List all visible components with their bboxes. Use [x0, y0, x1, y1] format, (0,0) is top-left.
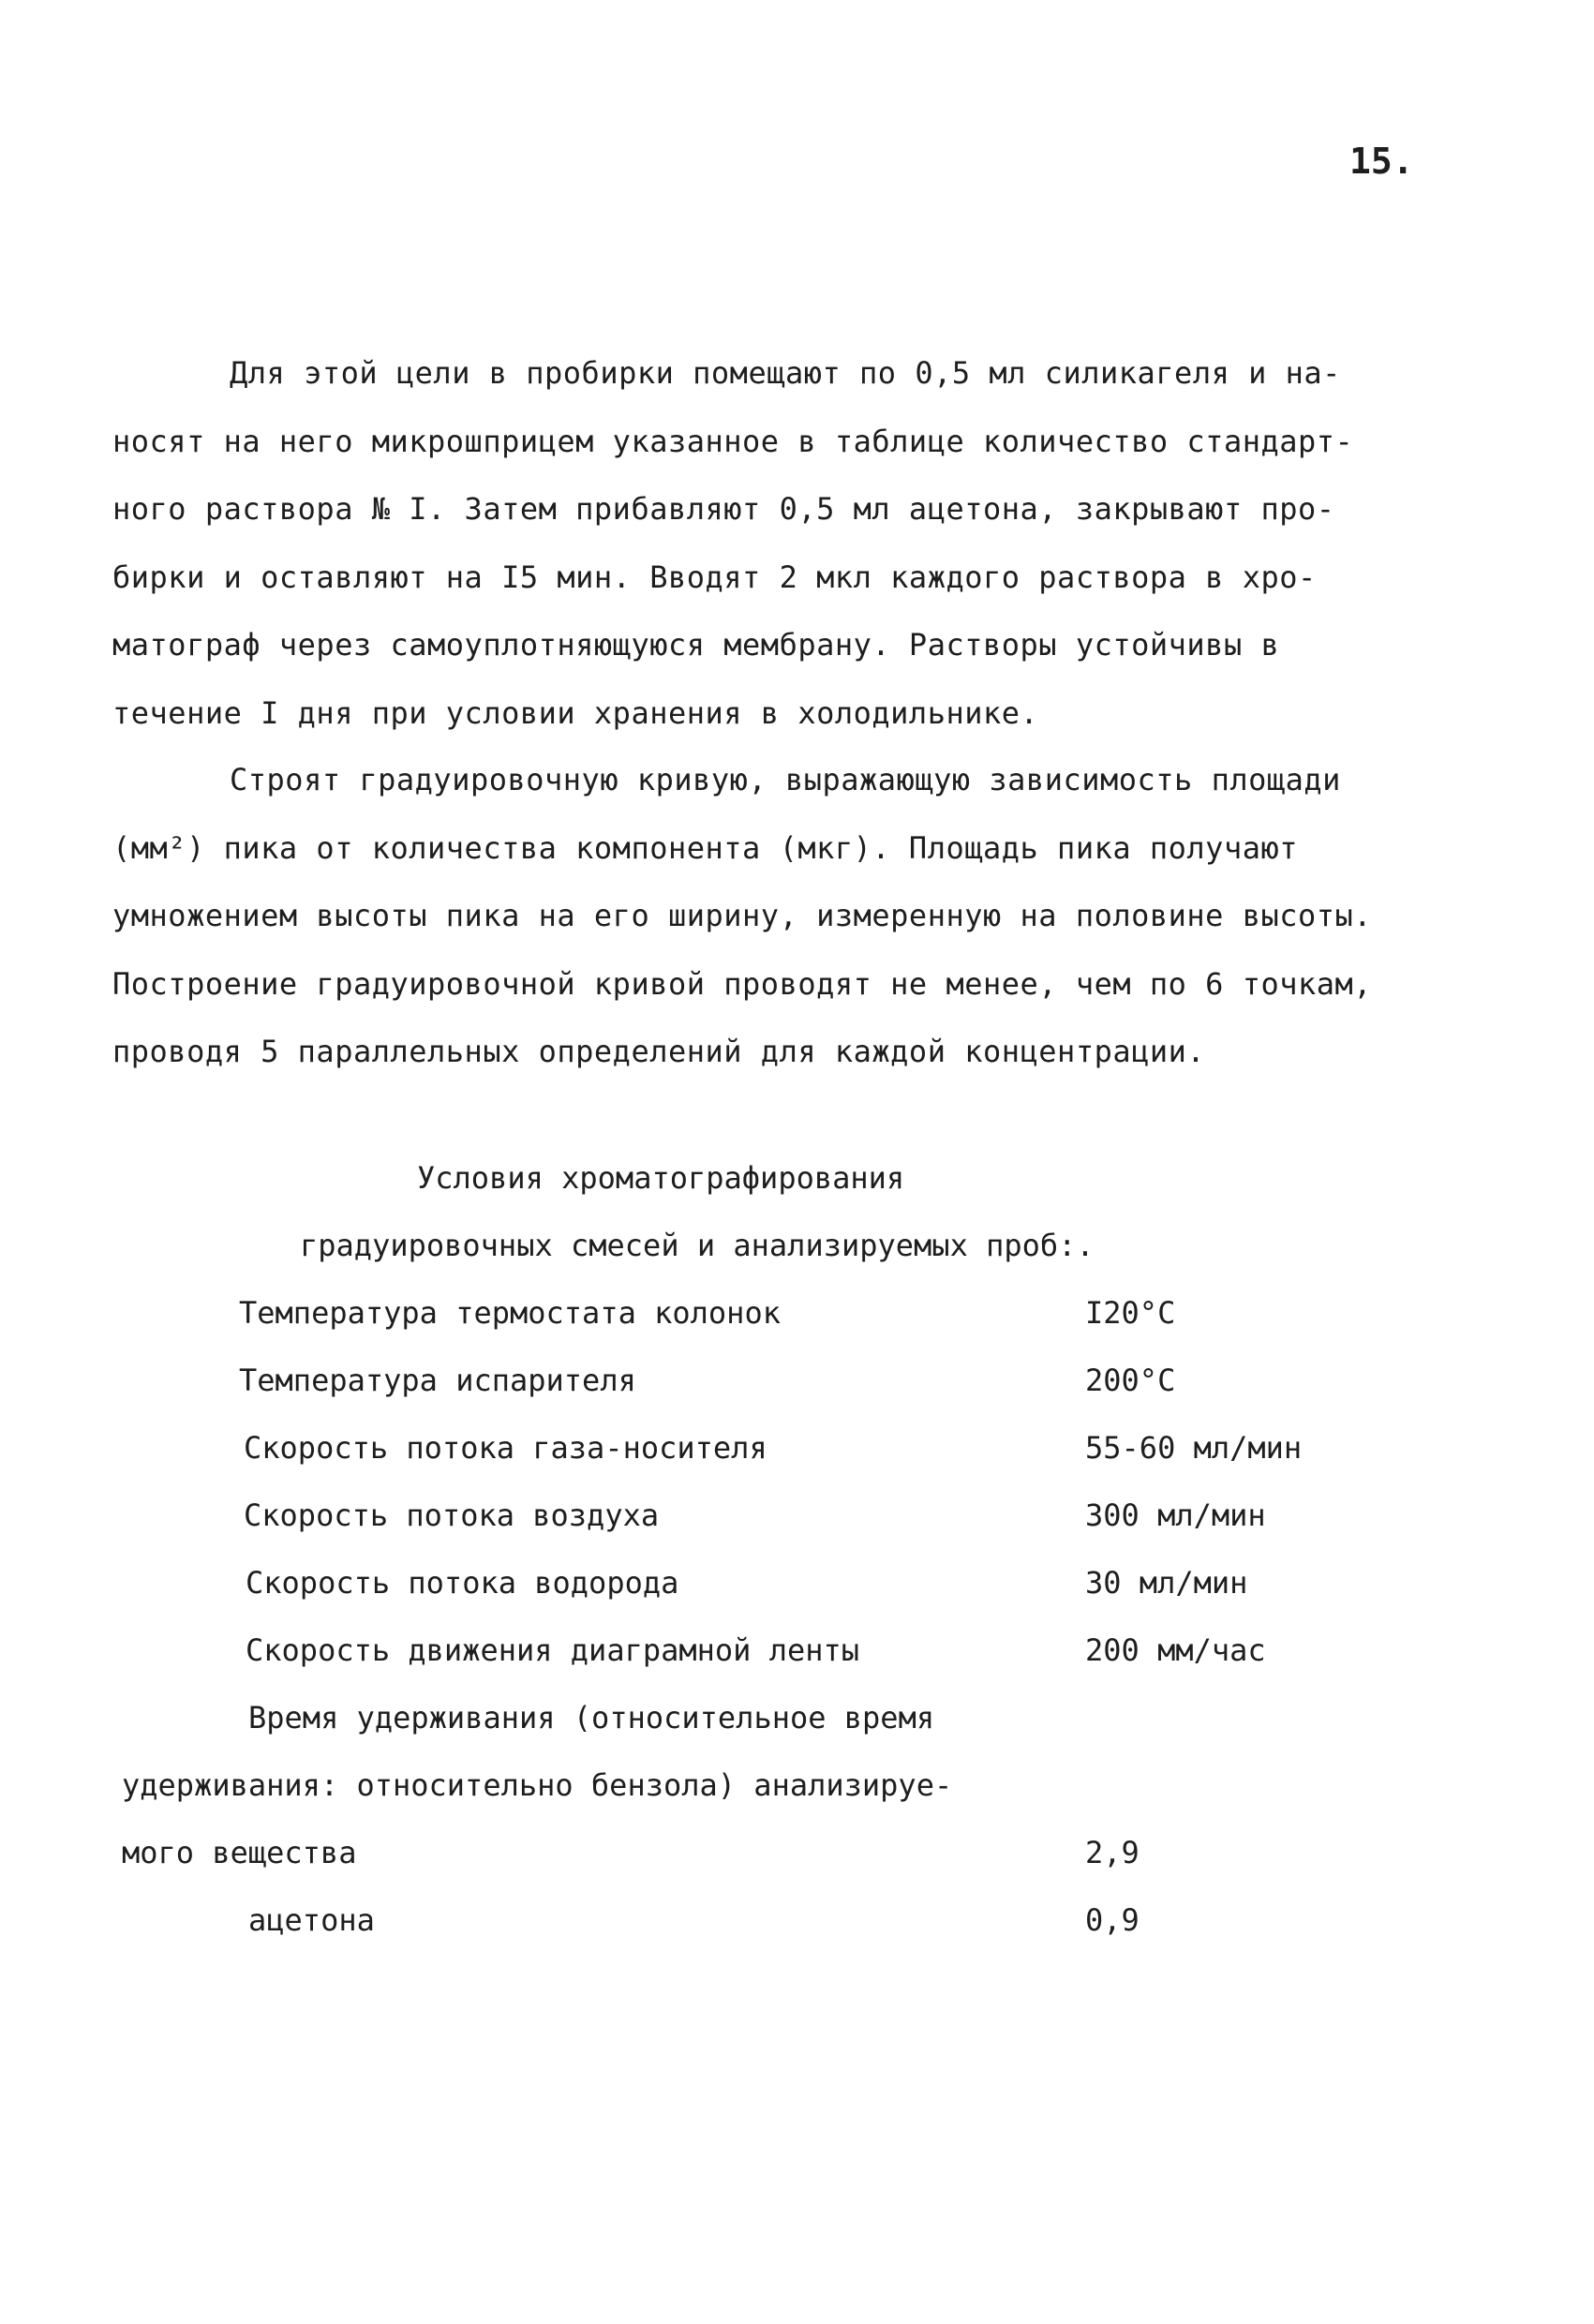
- text-line: бирки и оставляют на I5 мин. Вводят 2 мкл каждого раствора в хро-: [112, 559, 1317, 595]
- text-line: течение I дня при условии хранения в холодильнике.: [112, 694, 1039, 731]
- text-line: (мм²) пика от количества компонента (мкг). Площадь пика получают: [112, 829, 1298, 866]
- condition-label-air-flow: Скорость потока воздуха: [244, 1497, 660, 1533]
- retention-line1: Время удерживания (относительное время: [248, 1700, 935, 1736]
- retention-line3: мого вещества: [122, 1835, 357, 1870]
- paragraph-sample-preparation: [112, 339, 1509, 747]
- condition-value-column-temperature: I20°C: [1085, 1295, 1176, 1331]
- condition-label-column-temperature: Температура термостата колонок: [239, 1295, 781, 1331]
- page-number: 15.: [1349, 141, 1414, 182]
- retention-value-acetone: 0,9: [1085, 1902, 1140, 1938]
- condition-value-hydrogen-flow: 30 мл/мин: [1085, 1565, 1248, 1601]
- section-title-line2: градуировочных смесей и анализируемых проб:.: [300, 1228, 1095, 1263]
- paragraph-calibration-curve: [112, 746, 1509, 1086]
- text-line: проводя 5 параллельных определений для каждой концентрации.: [112, 1034, 1206, 1069]
- condition-label-carrier-gas-flow: Скорость потока газа-носителя: [244, 1430, 767, 1466]
- section-title-line1: Условия хроматографирования: [417, 1160, 905, 1196]
- text-line: носят на него микрошприцем указанное в таблице количество стандарт-: [112, 423, 1354, 459]
- text-line: Для этой цели в пробирки помещают по 0,5 мл силикагеля и на-: [230, 355, 1341, 391]
- condition-label-chart-tape-speed: Скорость движения диаграмной ленты: [246, 1632, 860, 1668]
- text-line: Построение градуировочной кривой проводят не менее, чем по 6 точкам,: [112, 965, 1373, 1002]
- condition-value-air-flow: 300 мл/мин: [1085, 1497, 1266, 1533]
- text-line: Строят градуировочную кривую, выражающую зависимость площади: [230, 762, 1341, 797]
- retention-line2: удерживания: относительно бензола) анализируе-: [122, 1767, 953, 1803]
- text-line: матограф через самоуплотняющуюся мембрану. Растворы устойчивы в: [112, 627, 1280, 663]
- condition-value-evaporator-temperature: 200°C: [1085, 1363, 1176, 1398]
- retention-acetone-label: ацетона: [248, 1902, 375, 1938]
- condition-value-carrier-gas-flow: 55-60 мл/мин: [1085, 1430, 1303, 1466]
- text-line: умножением высоты пика на его ширину, измеренную на половине высоты.: [112, 898, 1373, 933]
- condition-label-hydrogen-flow: Скорость потока водорода: [246, 1565, 679, 1601]
- retention-value-substance: 2,9: [1085, 1835, 1140, 1870]
- condition-label-evaporator-temperature: Температура испарителя: [239, 1363, 636, 1398]
- condition-value-chart-tape-speed: 200 мм/час: [1085, 1632, 1266, 1668]
- text-line: ного раствора № I. Затем прибавляют 0,5 мл ацетона, закрывают про-: [112, 491, 1335, 527]
